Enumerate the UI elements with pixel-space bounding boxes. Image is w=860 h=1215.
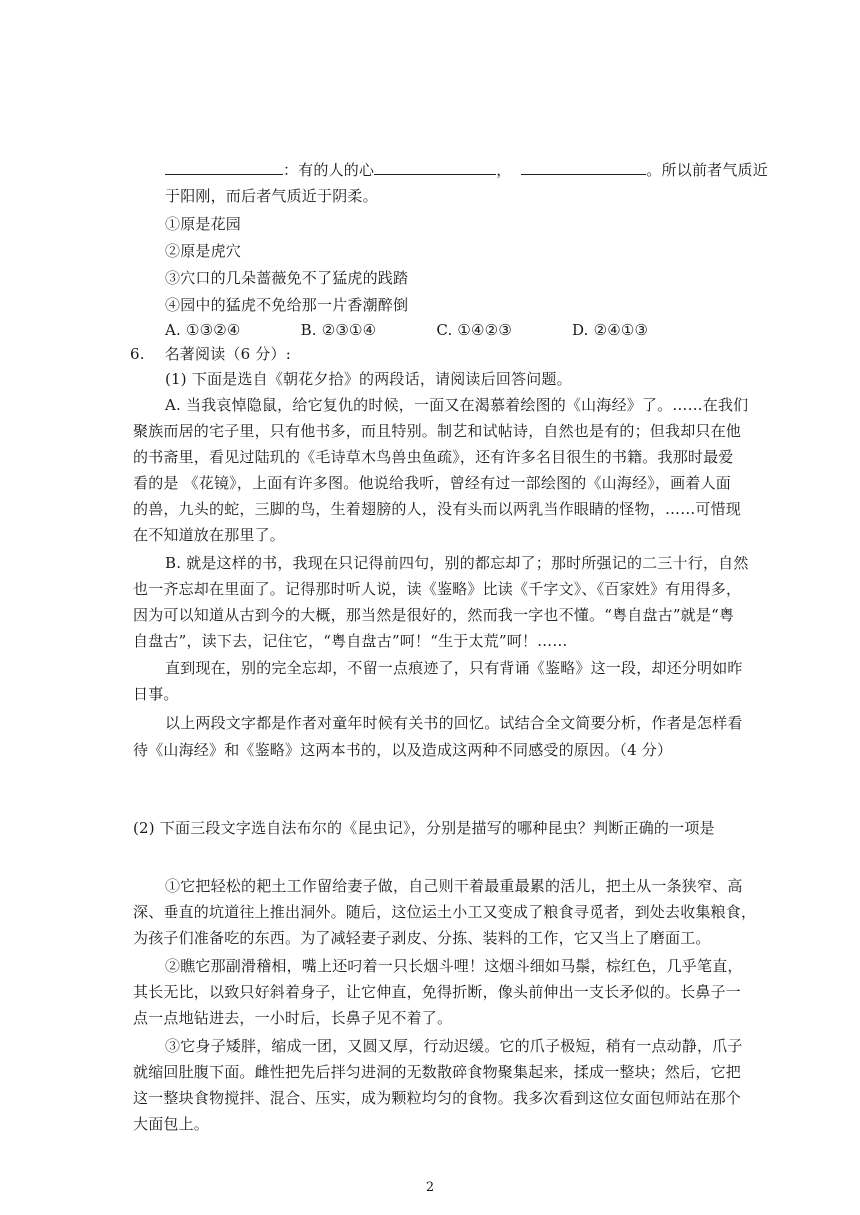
passage-b-line: 因为可以知道从古到今的大概，那当然是很好的，然而我一字也不懂。“粤自盘古”就是“粤 <box>133 606 735 624</box>
q6-part1-intro: (1) 下面是选自《朝花夕拾》的两段话，请阅读后回答问题。 <box>165 370 572 388</box>
q6-number: 6. <box>130 345 145 363</box>
passage-b-line: 也一齐忘却在里面了。记得那时听人说，读《鉴略》比读《千字文》、《百家姓》有用得多， <box>133 580 742 598</box>
q5-item-1: ①原是花园 <box>165 215 242 233</box>
q5-item-2: ②原是虎穴 <box>165 242 242 260</box>
insect-2-line: 其长无比，以致只好斜着身子，让它伸直，免得折断，像头前伸出一支长矛似的。长鼻子一 <box>133 983 742 1001</box>
passage-b-line: 日事。 <box>133 685 179 703</box>
passage-b-line: 自盘古”，读下去，记住它，“粤自盘古”呵！“生于太荒”呵！…… <box>133 632 568 650</box>
passage-a-line: 在不知道放在那里了。 <box>133 526 286 544</box>
insect-3-line: ③它身子矮胖，缩成一团，又圆又厚，行动迟缓。它的爪子极短，稍有一点动静，爪子 <box>165 1037 743 1055</box>
passage-a-line: A. 当我哀悼隐鼠，给它复仇的时候，一面又在渴慕着绘图的《山海经》了。……在我们 <box>165 396 749 414</box>
q6-part2-intro: (2) 下面三段文字选自法布尔的《昆虫记》，分别是描写的哪种昆虫？判断正确的一项是 <box>133 819 715 837</box>
answer-blank-1[interactable] <box>165 160 283 175</box>
part1-question-line: 待《山海经》和《鉴略》这两本书的，以及造成这两种不同感受的原因。（4 分） <box>133 741 673 759</box>
q5-text-2: ， <box>496 161 512 179</box>
option-a[interactable]: A. ①③②④ <box>165 321 241 339</box>
passage-b-line: 直到现在，别的完全忘却，不留一点痕迹了，只有背诵《鉴略》这一段，却还分明如昨 <box>165 659 743 677</box>
insect-1-line: ①它把轻松的耙土工作留给妻子做，自己则干着最重最累的活儿，把土从一条狭窄、高 <box>165 877 743 895</box>
q5-blank-line <box>165 160 768 180</box>
answer-space[interactable] <box>133 768 813 818</box>
q6-header <box>130 344 291 364</box>
option-b[interactable]: B. ②③①④ <box>300 321 377 339</box>
answer-blank-2[interactable] <box>374 160 496 175</box>
passage-a-line: 看的是 《花镜》，上面有许多图。他说给我听，曾经有过一部绘图的《山海经》，画着人面 <box>133 474 731 492</box>
q6-title: 名著阅读（6 分）: <box>164 345 291 363</box>
insect-2-line: ②瞧它那副滑稽相，嘴上还叼着一只长烟斗哩！这烟斗细如马鬃，棕红色，几乎笔直， <box>165 957 743 975</box>
insect-2-line: 点一点地钻进去，一小时后，长鼻子见不着了。 <box>133 1009 453 1027</box>
q5-line-2: 于阳刚，而后者气质近于阴柔。 <box>165 187 378 205</box>
option-d[interactable]: D. ②④①③ <box>571 321 649 339</box>
insect-3-line: 这一整块食物搅拌、混合、压实，成为颗粒均匀的食物。我多次看到这位女面包师站在那个 <box>133 1089 742 1107</box>
q5-text-1: ：有的人的心 <box>283 161 375 179</box>
part1-question-line: 以上两段文字都是作者对童年时候有关书的回忆。试结合全文简要分析，作者是怎样看 <box>165 714 743 732</box>
insect-1-line: 为孩子们准备吃的东西。为了减轻妻子剥皮、分拣、装料的工作，它又当上了磨面工。 <box>133 929 711 947</box>
q5-item-3: ③穴口的几朵蔷薇免不了猛虎的践踏 <box>165 269 409 287</box>
q5-options <box>165 320 708 340</box>
insect-3-line: 就缩回肚腹下面。雌性把先后拌匀进洞的无数散碎食物聚集起来，揉成一整块；然后，它把 <box>133 1063 742 1081</box>
q5-item-4: ④园中的猛虎不免给那一片香潮醉倒 <box>165 296 409 314</box>
passage-b-line: B. 就是这样的书，我现在只记得前四句，别的都忘却了；那时所强记的二三十行，自然 <box>165 554 749 572</box>
passage-a-line: 的书斋里，看见过陆玑的《毛诗草木鸟兽虫鱼疏》，还有许多名目很生的书籍。我那时最爱 <box>133 448 734 466</box>
answer-blank-3[interactable] <box>521 160 646 175</box>
page-number: 2 <box>425 1180 435 1195</box>
passage-a-line: 的兽，九头的蛇，三脚的鸟，生着翅膀的人，没有头而以两乳当作眼睛的怪物，……可惜现 <box>133 500 742 518</box>
insect-3-line: 大面包上。 <box>133 1115 210 1133</box>
insect-1-line: 深、垂直的坑道往上推出洞外。随后，这位运土小工又变成了粮食寻觅者，到处去收集粮食， <box>133 903 757 921</box>
passage-a-line: 聚族而居的宅子里，只有他书多，而且特别。制艺和试帖诗，自然也是有的；但我却只在他 <box>133 422 742 440</box>
q5-text-3: 。所以前者气质近 <box>646 161 768 179</box>
option-c[interactable]: C. ①④②③ <box>436 321 512 339</box>
